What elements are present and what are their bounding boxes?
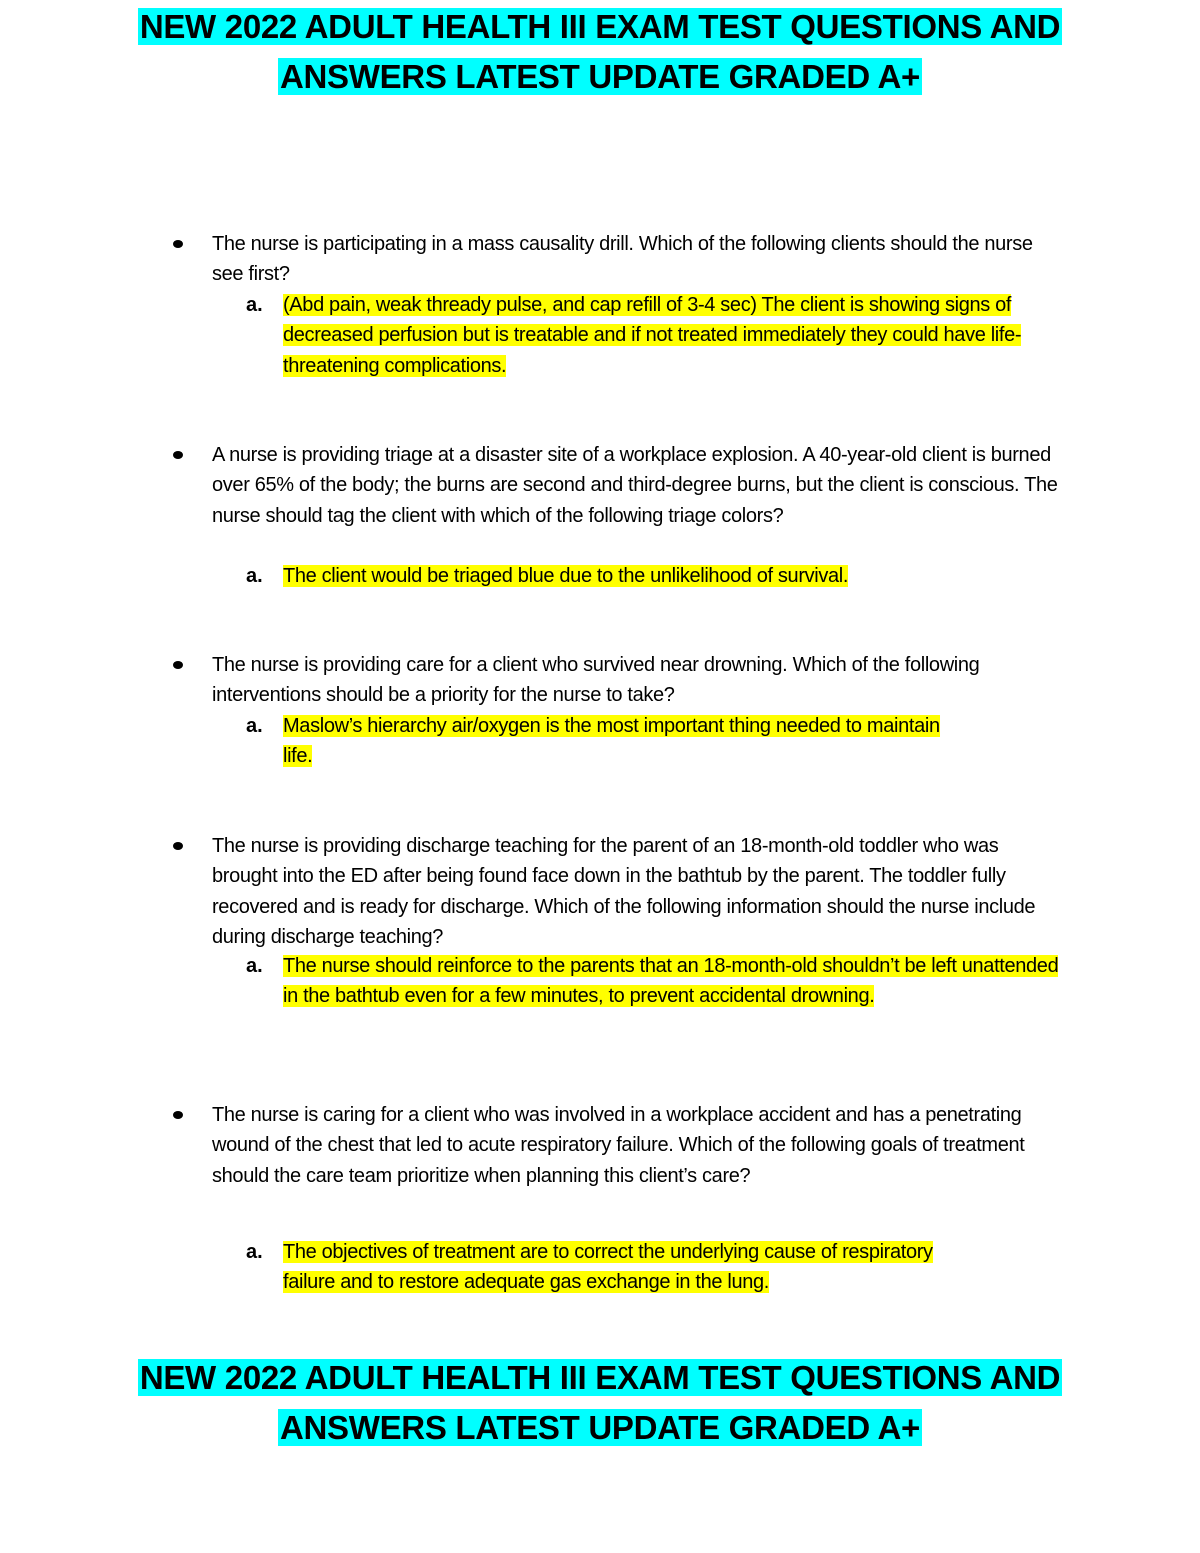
answer-marker: a. (246, 1241, 263, 1263)
answer-text: The client would be triaged blue due to the unlikelihood of survival. (283, 565, 849, 587)
question-text: The nurse is participating in a mass causality drill. Which of the following clients should the nurse see first? (212, 233, 1033, 286)
answer-text: The objectives of treatment are to correct the underlying cause of respiratory failure and to restore adequate gas exchange in the lung. (283, 1241, 933, 1294)
bullet-icon (173, 661, 183, 669)
question-text: The nurse is caring for a client who was involved in a workplace accident and has a penetrating wound of the chest that led to acute respiratory failure. Which of the following goals of treatment should the care team prioritize when planning this client’s care? (212, 1104, 1025, 1187)
answer-text: (Abd pain, weak thready pulse, and cap refill of 3-4 sec) The client is showing signs of decreased perfusion but is treatable and if not treated immediately they could have life-threatening complications. (283, 294, 1022, 377)
question-text: The nurse is providing care for a client who survived near drowning. Which of the following interventions should be a priority for the nurse to take? (212, 654, 980, 707)
footer-line-1: NEW 2022 ADULT HEALTH III EXAM TEST QUESTIONS AND (139, 1359, 1061, 1396)
question-text: The nurse is providing discharge teaching for the parent of an 18-month-old toddler who was brought into the ED after being found face down in the bathtub by the parent. The toddler fully recovered and is ready for discharge. Which of the following information should the nurse include during discharge teaching? (212, 835, 1036, 948)
answer-marker: a. (246, 955, 263, 977)
document-title (0, 2, 1200, 102)
answer-marker: a. (246, 715, 263, 737)
footer-line-2: ANSWERS LATEST UPDATE GRADED A+ (279, 1409, 921, 1446)
question-text: A nurse is providing triage at a disaster site of a workplace explosion. A 40-year-old client is burned over 65% of the body; the burns are second and third-degree burns, but the client is conscious. The nurse should tag the client with which of the following triage colors? (212, 444, 1058, 527)
answer-marker: a. (246, 565, 263, 587)
document-footer-title (0, 1353, 1200, 1453)
answer-text: Maslow’s hierarchy air/oxygen is the most important thing needed to maintain life. (283, 715, 940, 768)
title-line-1: NEW 2022 ADULT HEALTH III EXAM TEST QUESTIONS AND (139, 8, 1061, 45)
answer-marker: a. (246, 294, 263, 316)
title-line-2: ANSWERS LATEST UPDATE GRADED A+ (279, 58, 921, 95)
answer-text: The nurse should reinforce to the parents that an 18-month-old shouldn’t be left unattended in the bathtub even for a few minutes, to prevent accidental drowning. (283, 955, 1059, 1008)
bullet-icon (173, 1111, 183, 1119)
bullet-icon (173, 240, 183, 248)
bullet-icon (173, 842, 183, 850)
bullet-icon (173, 451, 183, 459)
